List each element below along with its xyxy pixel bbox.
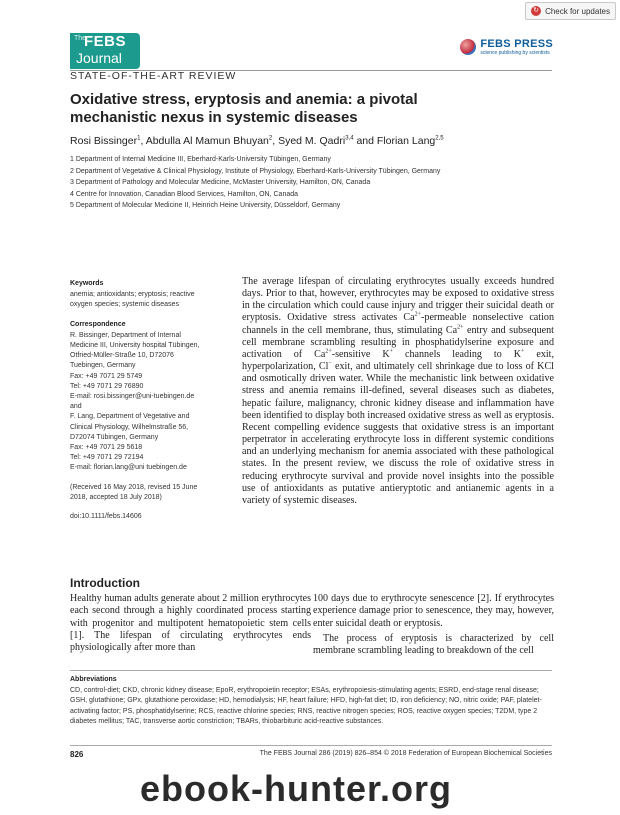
abstract [242,276,554,507]
correspondence-line: Tel: +49 7071 29 72194 [70,454,144,462]
affiliation-list [70,154,440,212]
keywords-line: anemia; antioxidants; eryptosis; reactive [70,291,195,299]
correspondence-block [70,320,240,474]
introduction-heading: Introduction [70,576,140,590]
author-separator: , [140,135,146,147]
received-block [70,483,240,503]
abstract-text: exit, and ultimately cell shrinkage due to loss of KCl and osmotically driven water. While the mechanistic link between oxidative stress and anemia remains ill-defined, several diseases such as diabetes, hepatic failure, malignancy, chronic kidney disease and inflammation have been identified to display both increased oxidative stress as well as eryptosis. Recent compelling evidence suggests that oxidative stress is an important perpetrator in accelerating erythrocyte loss in different systemic conditions and an underlying mechanism for anemia associated with these pathological states. In the present review, we discuss the role of oxidative stress in reducing erythrocyte survival and provide novel insights into the possible use of antioxidants as putative antieryptotic and antianemic agents in a variety of systemic diseases. [242,361,554,506]
correspondence-line: R. Bissinger, Department of Internal [70,331,181,339]
correspondence-line: Tuebingen, Germany [70,362,136,370]
abbreviations-text: CD, control-diet; CKD, chronic kidney disease; EpoR, erythropoietin receptor; ESAs, erythropoiesis-stimulating agents; ESRD, end-stage renal disease; GSH, glutathione; GPx, glutathione peroxidase; HD, hemodialysis; HF, heart failure; HFD, high-fat diet; ID, iron deficiency; NO, nitric oxide; PAF, platelet-activating factor; PS, phosphatidylserine; RCS, reactive chlorine species; RNS, reactive nitrogen species; ROS, reactive oxygen species; T2DM, type 2 diabetes mellitus; TAC, transverse aortic constriction; TBARs, thiobarbituric acid-reactive substances. [70,686,542,725]
check-for-updates-button[interactable] [525,2,616,20]
abstract-sup: 2+ [457,324,464,331]
logo-febs: FEBS [84,33,127,50]
febs-journal-logo [70,33,140,69]
body-column-left [70,593,311,657]
author-affil-sup: 3,4 [345,135,354,142]
keywords-heading: Keywords [70,280,104,287]
author-name: Rosi Bissinger [70,135,138,147]
author-name: Abdulla Al Mamun Bhuyan [145,135,269,147]
correspondence-line: and [70,403,82,411]
author-affil-sup: 2 [268,135,273,142]
author-name: Florian Lang [376,135,436,147]
abstract-text: -permeable nonselective cation channels in the cell membrane, thus, stimulating Ca [242,312,554,336]
article-title [70,91,540,127]
author-affil-sup: 1 [137,135,141,142]
body-paragraph: The process of eryptosis is characterized by cell membrane scrambling leading to breakdown of the cell [313,632,554,657]
page-number: 826 [70,750,84,759]
section-label: STATE-OF-THE-ART REVIEW [70,70,237,82]
abstract-text: The average lifespan of circulating erythrocytes usually exceeds hundred days. Prior to that, however, erythrocytes may be exposed to oxidative stress in the circulation which could cause injury and trigger their suicidal death or eryptosis. Oxidative stress activates Ca [242,276,554,324]
correspondence-line: Clinical Physiology, Wilhelmstraße 56, [70,423,189,431]
logo-journal: Journal [76,50,122,66]
abstract-sup: + [521,348,525,355]
affiliation: 4 Centre for Innovation, Canadian Blood Services, Hamilton, ON, Canada [70,190,299,198]
keywords-line: oxygen species; systemic diseases [70,301,179,309]
abstract-sup: 2+ [414,312,422,319]
body-paragraph: 100 days due to erythrocyte senescence [2]. If erythrocytes experience damage prior to senescence, they may, however, enter suicidal death or eryptosis. [313,593,554,629]
correspondence-line: Medicine III, University hospital Tübingen, [70,342,200,350]
correspondence-line: Otfried-Müller-Straße 10, D72076 [70,352,174,360]
title-line: Oxidative stress, eryptosis and anemia: a pivotal [70,91,418,108]
footer-divider [70,745,552,746]
keywords-block [70,279,240,311]
abstract-sup: − [328,360,332,367]
abbreviations-block [70,675,555,728]
body-column-right [313,593,554,660]
abstract-text: exit, hyperpolarization, Cl [242,348,555,373]
author-separator: , [272,135,279,147]
febs-press-globe-icon [460,39,476,55]
doi-link[interactable]: doi:10.1111/febs.14606 [70,513,142,521]
email-link[interactable]: E-mail: florian.lang@uni tuebingen.de [70,464,187,472]
febs-press-logo [460,38,553,56]
febs-press-tagline: science publishing by scientists [480,50,550,56]
title-line: mechanistic nexus in systemic diseases [70,109,358,126]
abstract-sup: 2+ [325,348,332,355]
correspondence-line: F. Lang, Department of Vegetative and [70,413,190,421]
email-link[interactable]: E-mail: rosi.bissinger@uni-tuebingen.de [70,393,195,401]
affiliation: 2 Department of Vegetative & Clinical Physiology, Institute of Physiology, Eberhard-Karls-University Tübingen, Germany [70,167,441,175]
journal-citation: The FEBS Journal 286 (2019) 826–854 © 2018 Federation of European Biochemical Societies [259,750,552,757]
abstract-text: entry and subsequent cell membrane scrambling resulting in phosphatidylserine exposure and activation of Ca [242,324,554,360]
body-paragraph: Healthy human adults generate about 2 million erythrocytes each second through a highly coordinated process starting with progenitor and multipotent hematopoietic stem cells [1]. The lifespan of circulating erythrocytes ends physiologically after more than [70,593,311,654]
correspondence-heading: Correspondence [70,320,126,328]
abstract-text: channels leading to K [393,348,522,360]
correspondence-line: Tel: +49 7071 29 76890 [70,382,144,390]
received-line: (Received 16 May 2018, revised 15 June [70,483,198,491]
correspondence-line: D72074 Tübingen, Germany [70,433,159,441]
correspondence-line: Fax: +49 7071 29 5749 [70,372,143,380]
refresh-icon: ↻ [531,6,541,16]
abstract-text: -sensitive K [331,348,390,360]
affiliation: 1 Department of Internal Medicine III, Eberhard-Karls-University Tübingen, Germany [70,156,331,163]
abbreviations-heading: Abbreviations [70,676,117,683]
affiliation: 5 Department of Molecular Medicine II, Heinrich Heine University, Düsseldorf, Germany [70,202,341,209]
abbreviations-divider [70,670,552,671]
author-separator: and [353,135,377,147]
article-sidebar [70,279,240,531]
correspondence-line: Fax: +49 7071 29 5618 [70,444,143,452]
watermark: ebook-hunter.org [140,768,452,809]
author-name: Syed M. Qadri [278,135,346,147]
logo-the: The [74,35,87,42]
received-line: 2018, accepted 18 July 2018) [70,493,162,501]
affiliation: 3 Department of Pathology and Molecular Medicine, McMaster University, Hamilton, ON, Canada [70,179,371,186]
febs-press-name: FEBS PRESS [480,38,553,50]
author-affil-sup: 2,5 [435,135,444,142]
check-for-updates-label: Check for updates [545,6,610,16]
author-list [70,135,444,147]
abstract-sup: + [389,348,394,355]
